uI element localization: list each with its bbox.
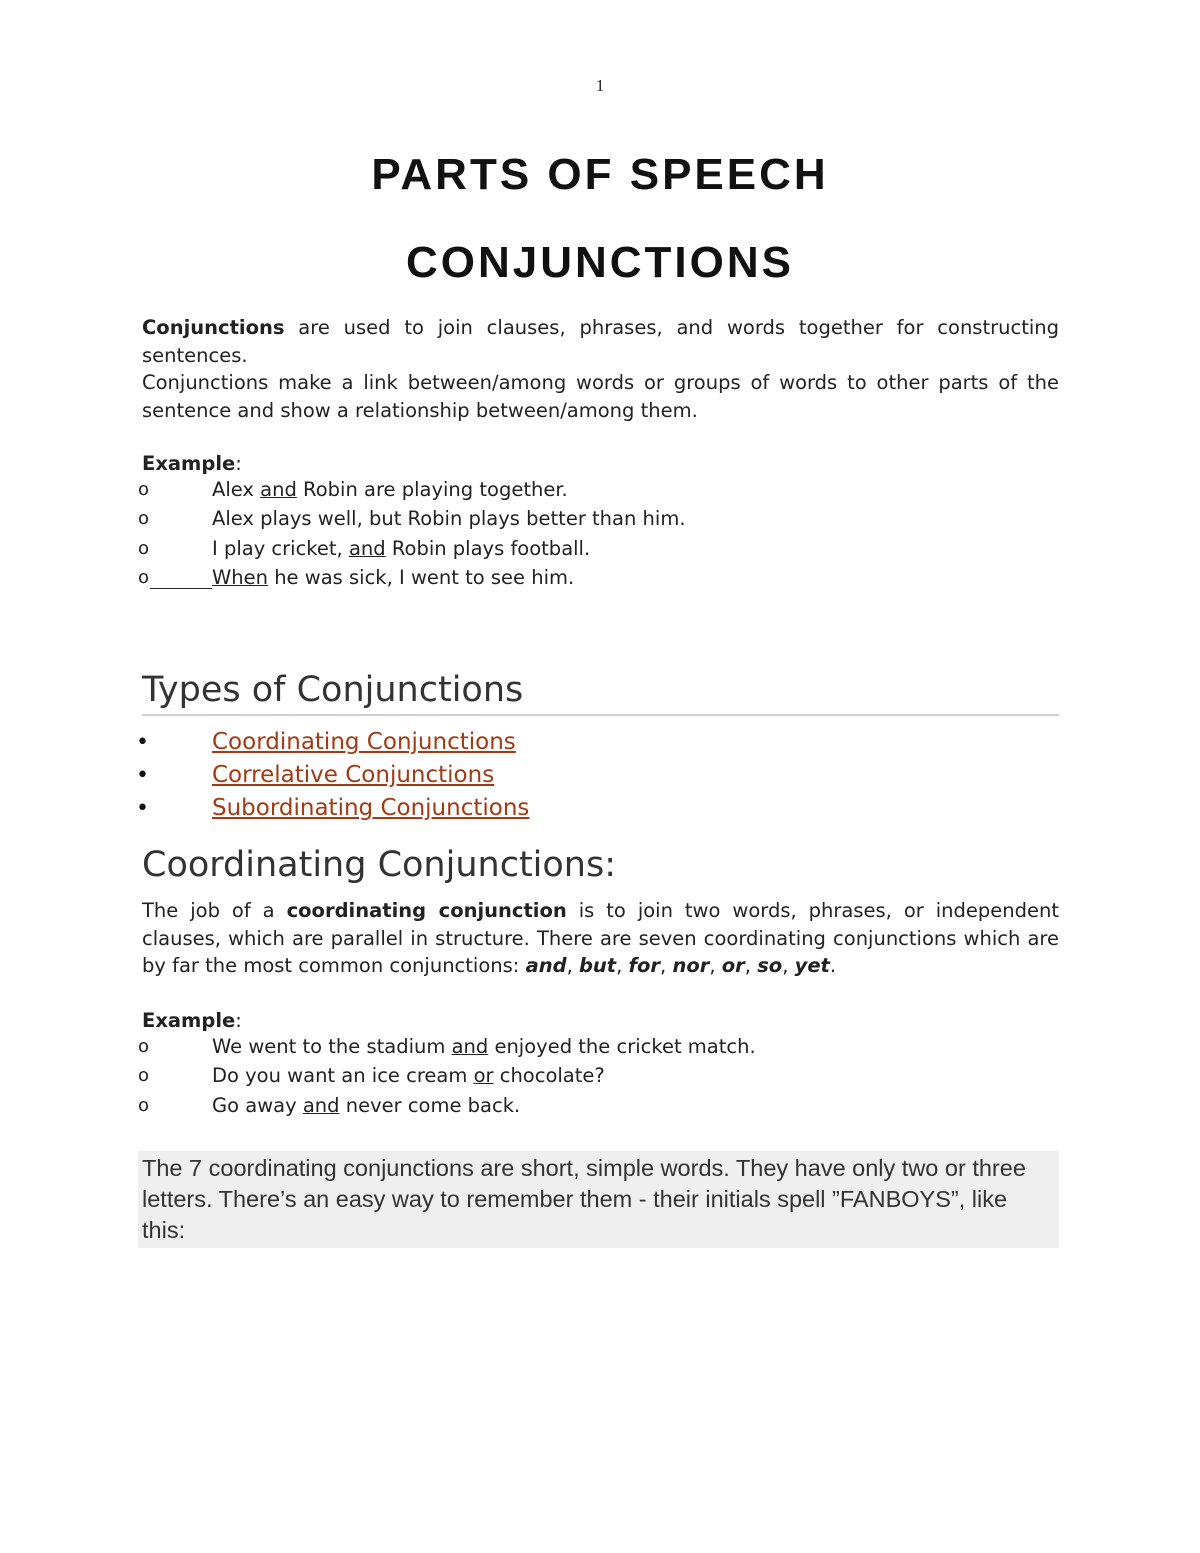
coord-para-pre: The job of a (142, 899, 287, 922)
example-label-colon-2: : (235, 1009, 242, 1032)
link-subordinating-conjunctions[interactable]: Subordinating Conjunctions (212, 795, 530, 821)
example-text: I play cricket, (212, 536, 349, 560)
example-label-text: Example (142, 452, 236, 475)
example-text: Go away (212, 1093, 303, 1117)
hollow-bullet-icon: o (138, 508, 150, 530)
example-item (138, 504, 1059, 533)
example-item (138, 1061, 1059, 1090)
example-conjunction: and (451, 1035, 489, 1058)
word-separator: , (660, 954, 673, 977)
coord-para-bold: coordinating conjunction (286, 899, 567, 922)
intro-paragraph-2: Conjunctions make a link between/among words or groups of words to other parts of the sentence and show a relationship between/among them. (142, 371, 1059, 422)
types-list-item (136, 726, 1059, 759)
example-text: Alex plays well, but Robin plays better than him. (212, 507, 686, 531)
example-section-2 (138, 1009, 1059, 1120)
example-text: Robin are playing together. (296, 478, 568, 501)
hollow-bullet-icon: o (138, 1094, 150, 1116)
example-text: chocolate? (493, 1064, 605, 1088)
coordinating-heading: Coordinating Conjunctions: (142, 845, 617, 885)
coord-para-post: is to join two words, phrases, or independent clauses, which are parallel in structure. There are seven coordinating conjunctions which are by far the most common conjunctions: (142, 899, 1059, 977)
bullet-icon: • (136, 796, 149, 821)
example-text: We went to the stadium (212, 1035, 452, 1058)
types-list-item (136, 792, 1059, 825)
example-section-1 (138, 452, 1059, 592)
coordinating-word-list (526, 954, 837, 977)
types-link-list (136, 726, 1059, 825)
conjunction-word: so (757, 954, 783, 977)
example-item (138, 563, 1059, 592)
intro-bold-term: Conjunctions (142, 316, 285, 339)
heading-divider (142, 714, 1059, 716)
example-item (138, 475, 1059, 504)
page-subtitle: CONJUNCTIONS (405, 238, 795, 287)
types-section (136, 670, 1059, 825)
conjunction-word: or (721, 954, 745, 977)
bullet-icon: • (136, 763, 149, 788)
example-label-2 (142, 1009, 1059, 1032)
hollow-bullet-icon: o (138, 537, 150, 559)
example-label-text-2: Example (142, 1009, 236, 1032)
word-separator: , (616, 954, 629, 977)
word-separator: , (782, 954, 795, 977)
example-item (138, 534, 1059, 563)
conjunction-word: yet (794, 954, 830, 977)
example-text: he was sick, I went to see him. (268, 565, 575, 589)
bullet-icon: • (136, 730, 149, 755)
sentence-end: . (829, 954, 837, 977)
types-list-item (136, 759, 1059, 792)
example-label (142, 452, 1059, 475)
coordinating-paragraph (142, 897, 1059, 980)
intro-section (142, 314, 1059, 424)
example-text: Do you want an ice cream (212, 1064, 474, 1088)
fanboys-note: The 7 coordinating conjunctions are short, simple words. They have only two or three letters. There’s an easy way to remember them - their initials spell ”FANBOYS”, like this: (138, 1151, 1059, 1248)
example-list-1 (138, 475, 1059, 592)
word-separator: , (566, 954, 579, 977)
underline-rule (150, 588, 212, 589)
conjunction-word: but (578, 954, 617, 977)
example-conjunction: or (473, 1064, 494, 1088)
example-label-colon: : (235, 452, 242, 475)
example-text: Alex (212, 478, 261, 501)
intro-paragraph-1 (142, 314, 1059, 369)
intro-line1-text: are used to join clauses, phrases, and words together for constructing sentences. (142, 316, 1059, 367)
example-item (138, 1032, 1059, 1061)
types-heading: Types of Conjunctions (142, 670, 524, 710)
hollow-bullet-icon: o (138, 1036, 150, 1057)
link-correlative-conjunctions[interactable]: Correlative Conjunctions (212, 762, 495, 788)
example-conjunction: and (302, 1093, 340, 1117)
word-separator: , (709, 954, 722, 977)
word-separator: , (744, 954, 758, 977)
example-conjunction: and (348, 536, 386, 560)
example-conjunction: When (212, 565, 268, 589)
coordinating-section (142, 845, 1059, 980)
example-text: never come back. (339, 1093, 521, 1117)
page-title: PARTS OF SPEECH (371, 150, 829, 199)
example-text: enjoyed the cricket match. (488, 1035, 756, 1058)
conjunction-word: nor (672, 954, 710, 977)
example-text: Robin plays football. (385, 536, 591, 560)
link-coordinating-conjunctions[interactable]: Coordinating Conjunctions (212, 729, 516, 755)
hollow-bullet-icon: o (138, 479, 150, 500)
hollow-bullet-icon: o (138, 1065, 150, 1087)
page-number: 1 (595, 76, 605, 95)
example-conjunction: and (260, 478, 297, 501)
hollow-bullet-icon: o (138, 566, 150, 588)
example-item (138, 1091, 1059, 1120)
conjunction-word: and (525, 954, 567, 977)
example-list-2 (138, 1032, 1059, 1120)
conjunction-word: for (628, 954, 661, 977)
